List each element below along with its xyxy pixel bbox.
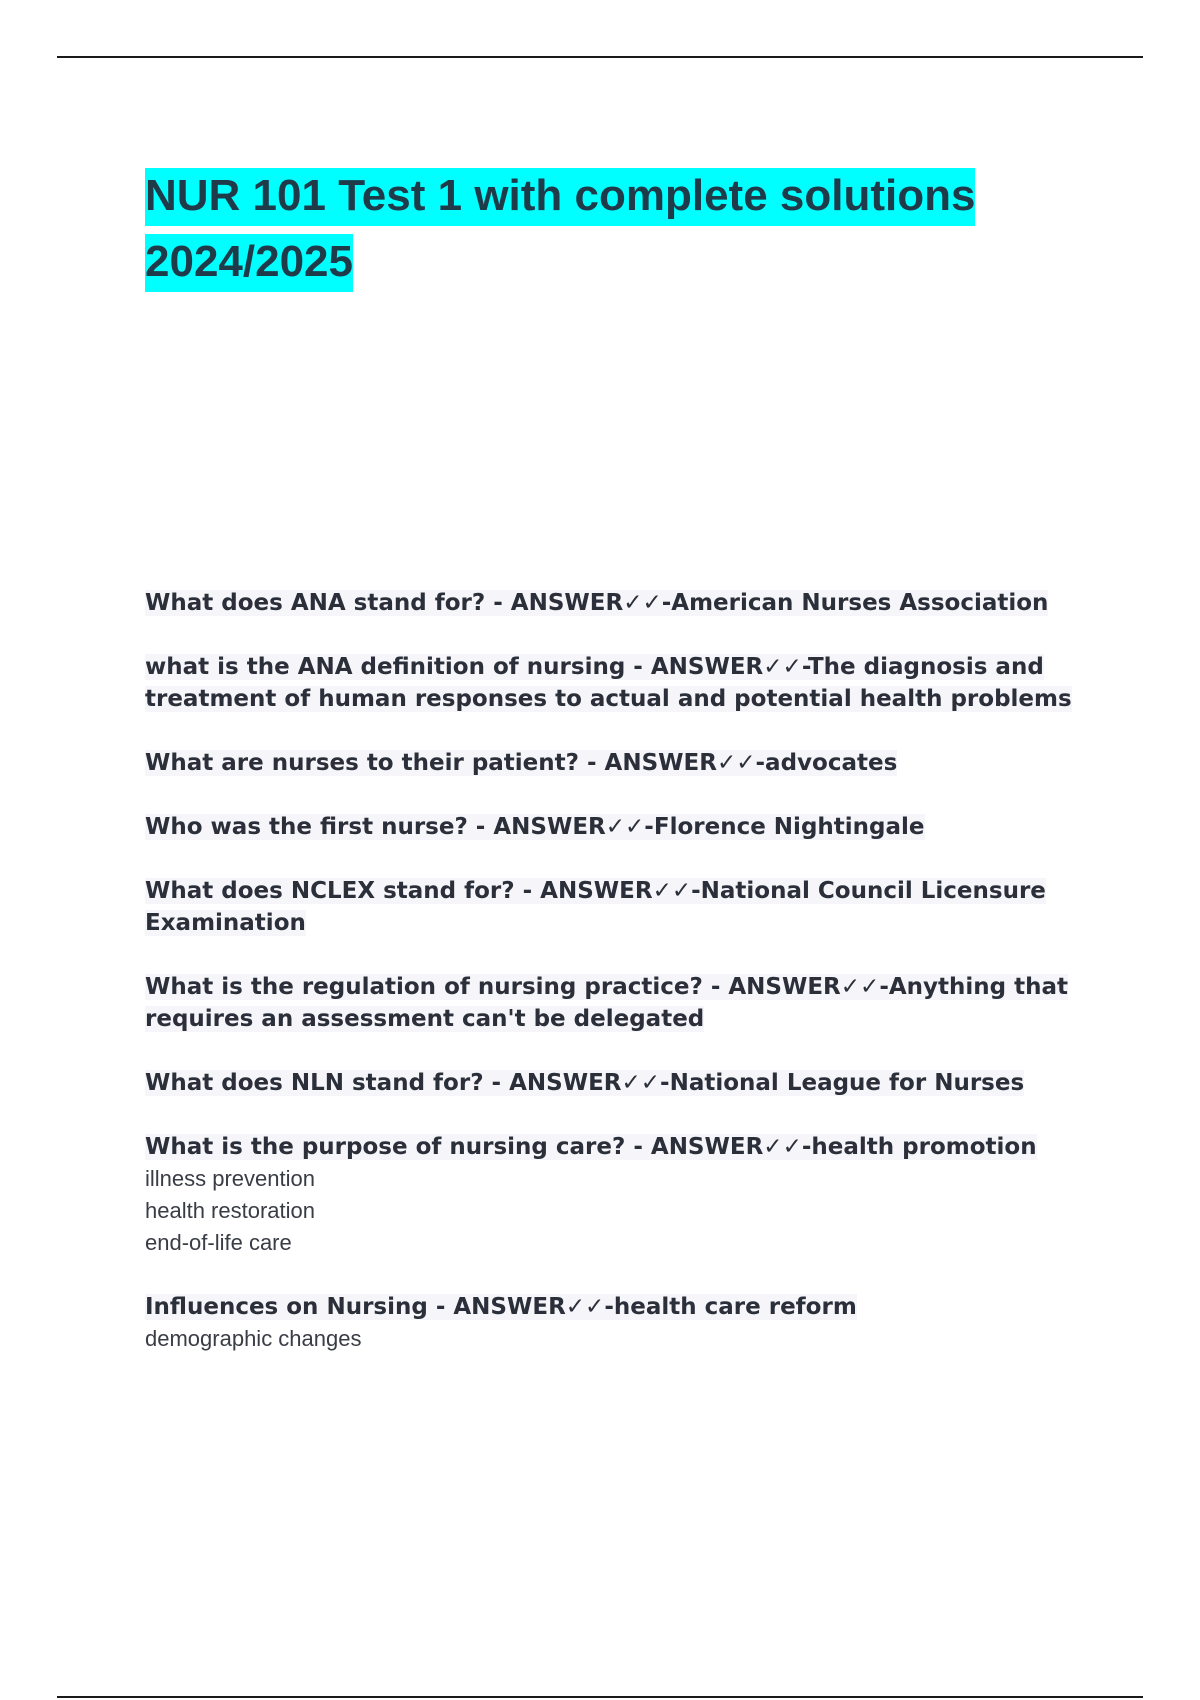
qa-answer-line: demographic changes [145,1326,362,1351]
qa-item [145,811,1105,843]
title-line-1: NUR 101 Test 1 with complete solutions [145,168,975,226]
qa-question: Influences on Nursing - ANSWER✓✓-health care reform [145,1294,857,1320]
qa-question: What is the regulation of nursing practice? - ANSWER✓✓-Anything that requires an assessment can't be delegated [145,974,1069,1032]
qa-question: What does NCLEX stand for? - ANSWER✓✓-National Council Licensure Examination [145,878,1046,936]
qa-question: What is the purpose of nursing care? - ANSWER✓✓-health promotion [145,1134,1037,1160]
qa-answer-line: end-of-life care [145,1230,292,1255]
document-title [145,163,1085,295]
qa-item [145,1131,1105,1259]
qa-item [145,875,1105,939]
qa-item [145,1291,1105,1355]
qa-question: What does ANA stand for? - ANSWER✓✓-American Nurses Association [145,590,1049,616]
qa-answer-line: illness prevention [145,1166,315,1191]
qa-question: What are nurses to their patient? - ANSWER✓✓-advocates [145,750,898,776]
qa-item [145,651,1105,715]
qa-answer-line: health restoration [145,1198,315,1223]
title-line-2: 2024/2025 [145,234,353,292]
qa-item [145,587,1105,619]
qa-question: Who was the first nurse? - ANSWER✓✓-Florence Nightingale [145,814,925,840]
qa-item [145,1067,1105,1099]
qa-question: what is the ANA definition of nursing - ANSWER✓✓-The diagnosis and treatment of human responses to actual and potential health problems [145,654,1072,712]
qa-item [145,971,1105,1035]
qa-item [145,747,1105,779]
qa-question: What does NLN stand for? - ANSWER✓✓-National League for Nurses [145,1070,1025,1096]
top-rule [57,56,1143,58]
qa-list [145,587,1105,1387]
bottom-rule [57,1696,1143,1698]
